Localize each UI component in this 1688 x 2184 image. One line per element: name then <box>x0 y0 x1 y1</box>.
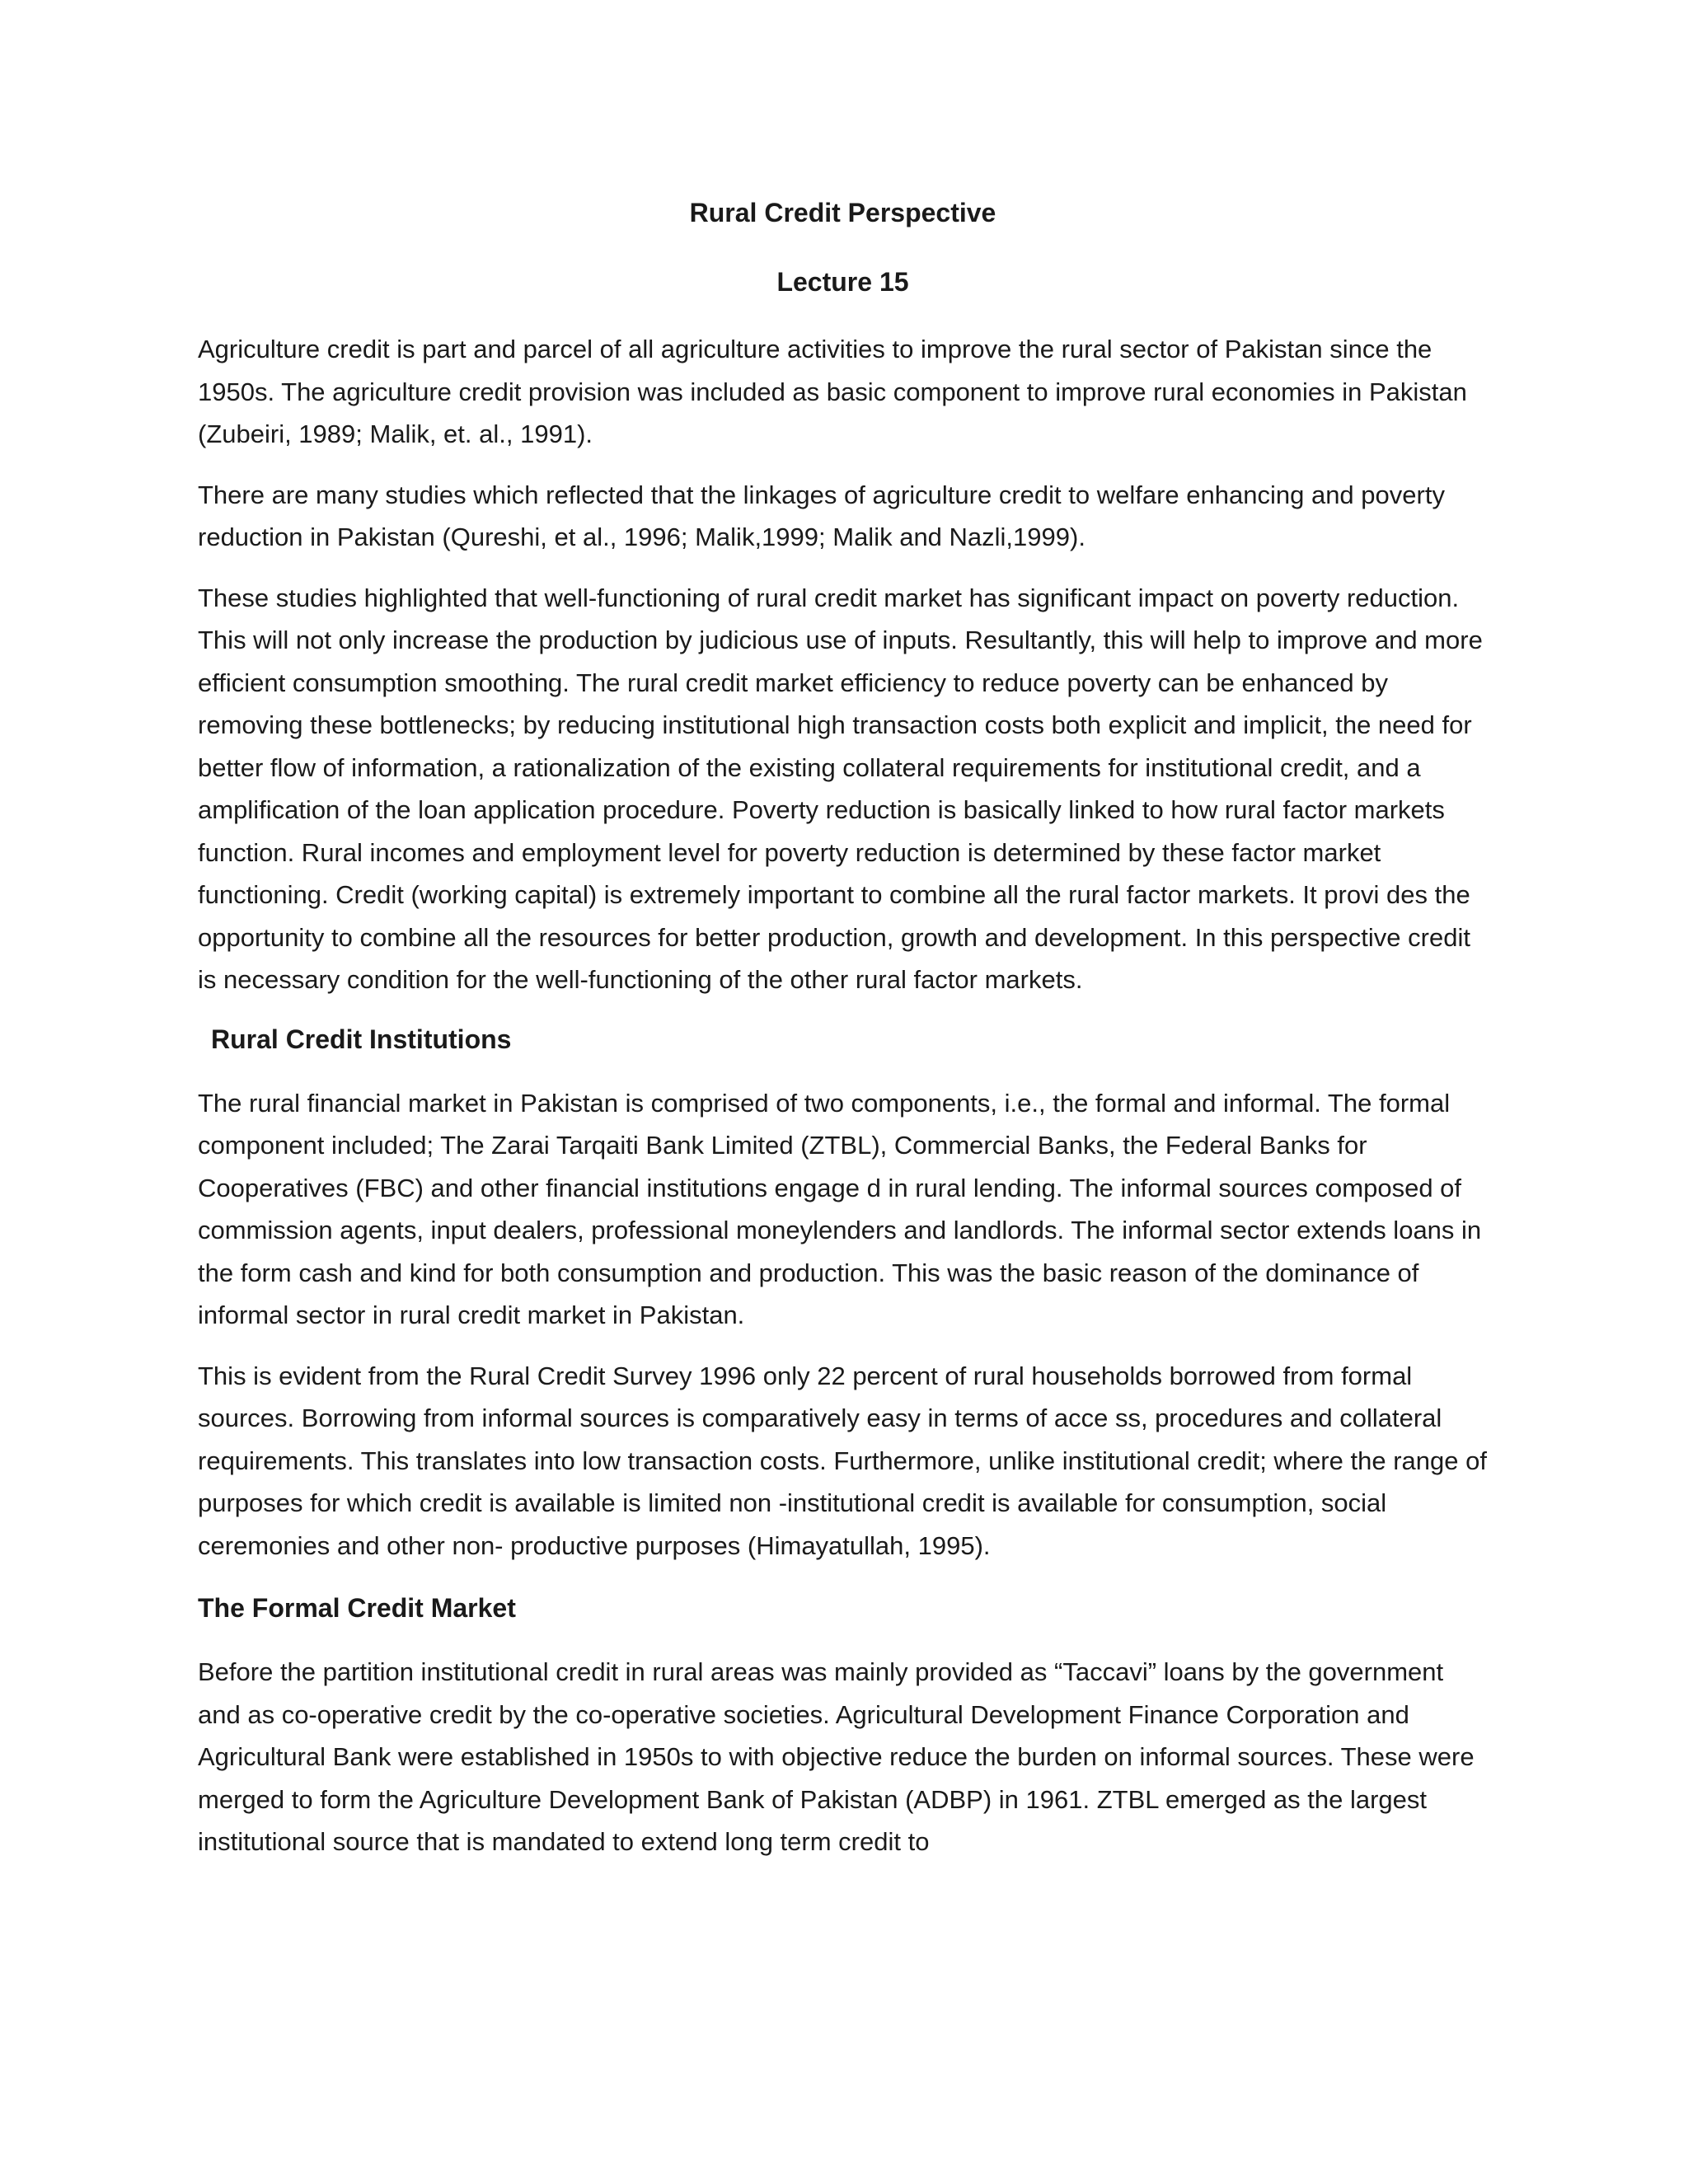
section-heading-formal-credit-market: The Formal Credit Market <box>198 1593 516 1623</box>
document-body <box>198 196 1488 1863</box>
section-heading-rural-credit-institutions: Rural Credit Institutions <box>211 1024 512 1054</box>
paragraph-credit-market-efficiency: These studies highlighted that well-functioning of rural credit market has significant impact on poverty reduction. This will not only increase the production by judicious use of inputs. Resultantly, this will help to improve and more efficient consumption smoothing. The rural credit market efficiency to reduce poverty can be enhanced by removing these bottlenecks; by reducing institutional high transaction costs both explicit and implicit, the need for better flow of information, a rationalization of the existing collateral requirements for institutional credit, and a amplification of the loan application procedure. Poverty reduction is basically linked to how rural factor markets function. Rural incomes and employment level for poverty reduction is determined by these factor market functioning. Credit (working capital) is extremely important to combine all the rural factor markets. It provi des the opportunity to combine all the resources for better production, growth and development. In this perspective credit is necessary condition for the well-functioning of the other rural factor markets. <box>198 583 1483 994</box>
lecture-number: Lecture 15 <box>776 267 909 297</box>
paragraph-agriculture-credit: Agriculture credit is part and parcel of all agriculture activities to improve the rural sector of Pakistan since the 1950s. The agriculture credit provision was included as basic component to improve rural economies in Pakistan (Zubeiri, 1989; Malik, et. al., 1991). <box>198 335 1467 448</box>
document-title: Rural Credit Perspective <box>689 198 996 227</box>
paragraph-rural-financial-market: The rural financial market in Pakistan is comprised of two components, i.e., the formal and informal. The formal component included; The Zarai Tarqaiti Bank Limited (ZTBL), Commercial Banks, the Federal Banks for Cooperatives (FBC) and other financial institutions engage d in rural lending. The informal sources composed of commission agents, input dealers, professional moneylenders and landlords. The informal sector extends loans in the form cash and kind for both consumption and production. This was the basic reason of the dominance of informal sector in rural credit market in Pakistan. <box>198 1088 1482 1329</box>
paragraph-rural-credit-survey: This is evident from the Rural Credit Survey 1996 only 22 percent of rural households borrowed from formal sources. Borrowing from informal sources is comparatively easy in terms of acce ss, procedures and collateral requirements. This translates into low transaction costs. Furthermore, unlike institutional credit; where the range of purposes for which credit is available is limited non -institutional credit is available for consumption, social ceremonies and other non- productive purposes (Himayatullah, 1995). <box>198 1361 1487 1560</box>
paragraph-partition-history: Before the partition institutional credit in rural areas was mainly provided as “Taccavi” loans by the government and as co-operative credit by the co-operative societies. Agricultural Development Finance Corporation and Agricultural Bank were established in 1950s to with objective reduce the burden on informal sources. These were merged to form the Agriculture Development Bank of Pakistan (ADBP) in 1961. ZTBL emerged as the largest institutional source that is mandated to extend long term credit to <box>198 1657 1475 1856</box>
paragraph-studies: There are many studies which reflected that the linkages of agriculture credit to welfare enhancing and poverty reduction in Pakistan (Qureshi, et al., 1996; Malik,1999; Malik and Nazli,1999). <box>198 480 1445 551</box>
